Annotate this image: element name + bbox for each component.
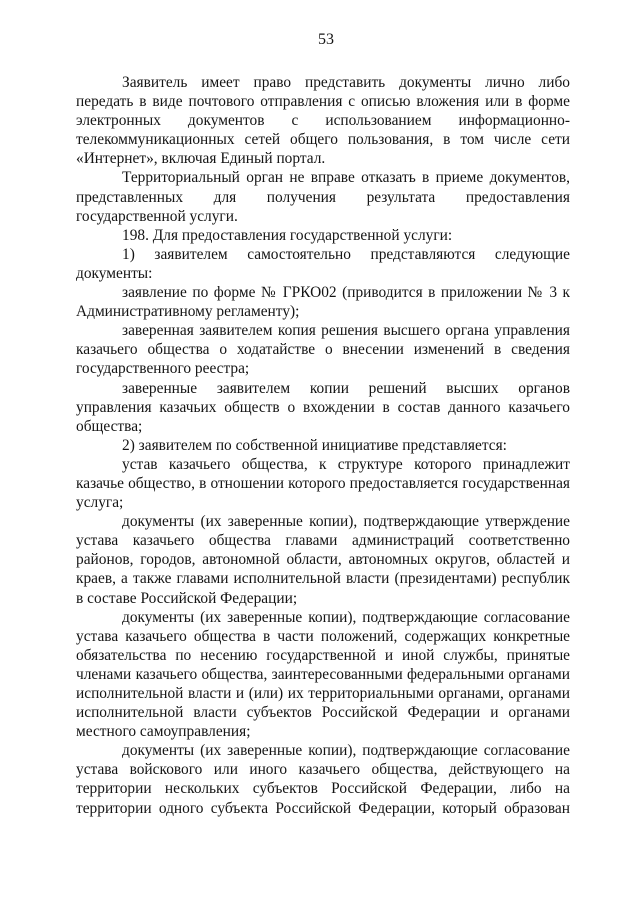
page-number: 53 xyxy=(318,31,334,48)
paragraph-applicant-documents: 1) заявителем самостоятельно представляются следующие документы: xyxy=(76,245,570,282)
paragraph-198-heading: 198. Для предоставления государственной услуги: xyxy=(122,226,453,244)
paragraph-no-refusal: Территориальный орган не вправе отказать в приеме документов, представленных для получения результата предоставления государственной услуги. xyxy=(76,169,570,225)
paragraph-charter: устав казачьего общества, к структуре которого принадлежит казачье общество, в отношении которого предоставляется государственная услуга; xyxy=(76,455,570,512)
document-body xyxy=(76,73,570,818)
paragraph-application-form: заявление по форме № ГРКО02 (приводится в приложении № 3 к Административному регламенту); xyxy=(76,284,570,321)
paragraph-decisions-copies: заверенные заявителем копии решений высших органов управления казачьих обществ о вхождении в состав данного казачьего общества; xyxy=(76,379,570,435)
paragraph-decision-copy: заверенная заявителем копия решения высшего органа управления казачьего общества о ходатайстве о внесении изменений в сведения государственного реестра; xyxy=(76,322,570,378)
paragraph-military-society: документы (их заверенные копии), подтверждающие согласование устава войскового или иного казачьего общества, действующего на территории нескольких субъектов Российской Федерации, либо на территории одного субъекта Российской Федерации, который образован xyxy=(76,742,570,817)
paragraph-own-initiative: 2) заявителем по собственной инициативе представляется: xyxy=(122,436,507,454)
paragraph-charter-agreement: документы (их заверенные копии), подтверждающие согласование устава казачьего общества в части положений, содержащих конкретные обязательства по несению государственной и иной службы, принятые членами казачьего общества, заинтересованными федеральными органами исполнительной власти и (или) их территориальными органами, органами исполнительной власти субъектов Российской Федерации и органами местного самоуправления; xyxy=(76,608,570,741)
paragraph-submission-right: Заявитель имеет право представить документы лично либо передать в виде почтового отправления с описью вложения или в форме электронных документов с использованием информационно-телекоммуникационных сетей общего пользования, в том числе сети «Интернет», включая Единый портал. xyxy=(76,74,570,168)
paragraph-charter-approval: документы (их заверенные копии), подтверждающие утверждение устава казачьего общества главами администраций соответственно районов, городов, автономной области, автономных округов, областей и краев, а также главами исполнительной власти (президентами) республик в составе Российской Федерации; xyxy=(76,513,570,607)
